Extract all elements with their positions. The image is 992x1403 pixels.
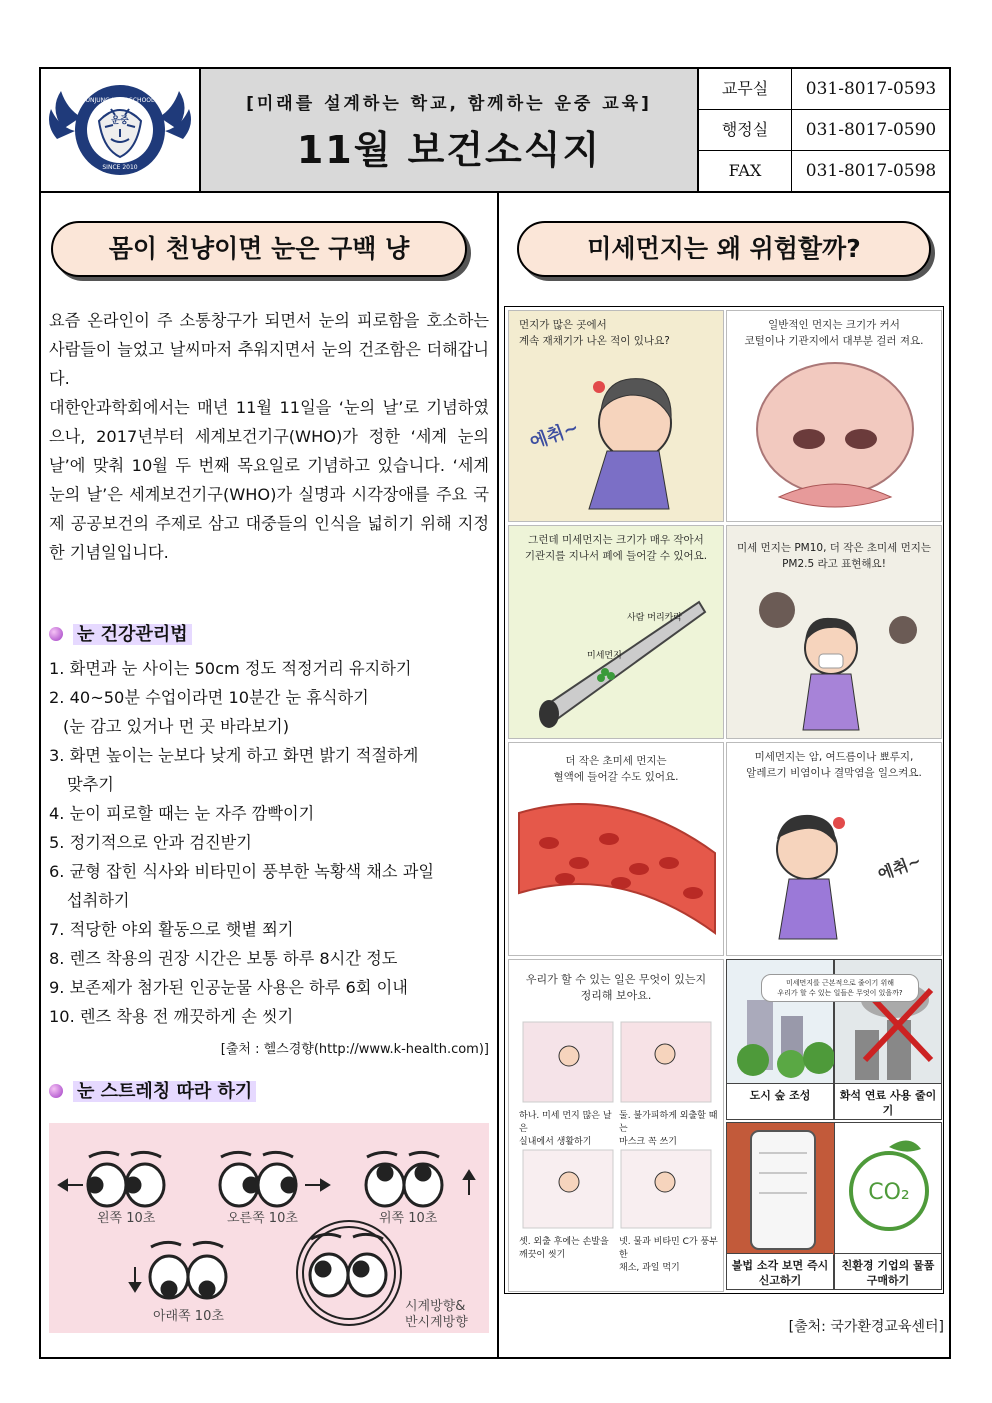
contact-label: FAX: [699, 151, 792, 191]
logo-text: UNJUNG HIGH SCHOOL: [85, 97, 155, 104]
eco-co2-icon: [835, 1123, 943, 1255]
contact-label: 행정실: [699, 110, 792, 150]
list-item-continuation: 섭취하기: [67, 891, 130, 910]
nose-illustration: [727, 311, 942, 522]
list-item: 2. 40~50분 수업이라면 10분간 눈 휴식하기: [49, 688, 369, 707]
stretch-label: 왼쪽 10초: [97, 1211, 156, 1226]
list-item: 5. 정기적으로 안과 검진받기: [49, 833, 252, 852]
masked-girl-illustration: [727, 526, 942, 739]
solution-box: [834, 1122, 942, 1290]
eye-section-heading: 몸이 천냥이면 눈은 구백 냥: [51, 221, 467, 277]
eye-care-heading-text: 눈 건강관리법: [73, 624, 192, 645]
intro-text: [49, 306, 489, 567]
contact-row: [699, 151, 949, 191]
list-item: 6. 균형 잡힌 식사와 비타민이 풍부한 녹황색 채소 과일: [49, 862, 434, 881]
intro-paragraph-2: 대한안과학회에서는 매년 11월 11일을 ‘눈의 날’로 기념하였으나, 2017년부터 세계보건기구(WHO)가 정한 ‘세계 눈의 날’에 맞춰 10월 두 번째 목요일로 기념하고 있습니다. ‘세계 눈의 날’은 세계보건기구(WHO)가 실명과 시각장애를 주요 국제 공공보건의 주제로 삼고 대중들의 인식을 넓히기 위해 지정한 기념일입니다.: [49, 398, 489, 562]
sneeze-text: 에취~: [527, 417, 582, 454]
comic-panel: [726, 525, 942, 739]
list-item: 10. 렌즈 착용 전 깨끗하게 손 씻기: [49, 1007, 294, 1026]
panel-caption: 그런데 미세먼지는 크기가 매우 작아서 기관지를 지나서 폐에 들어갈 수 있어요.: [524, 534, 708, 562]
eye-source: [출처 : 헬스경향(http://www.k-health.com)]: [220, 1042, 489, 1057]
eye-care-heading: [49, 620, 192, 646]
stretch-label: 시계방향&: [405, 1299, 466, 1314]
comic-panel: [508, 525, 724, 739]
panel-caption: 미세 먼지는 PM10, 더 작은 초미세 먼지는 PM2.5 라고 표현해요!: [736, 542, 932, 570]
list-item: 9. 보존제가 첨가된 인공눈물 사용은 하루 6회 이내: [49, 978, 408, 997]
solution-caption: 친환경 기업의 물품 구매하기: [835, 1253, 941, 1289]
eye-stretch-heading: [49, 1077, 256, 1103]
logo-since: SINCE 2010: [102, 164, 138, 171]
solution-caption: 화석 연료 사용 줄이기: [835, 1083, 941, 1119]
blood-vessel-illustration: [509, 743, 724, 956]
comic-panel: [508, 310, 724, 522]
newsletter-frame: [39, 67, 951, 1359]
action-caption: 넷. 물과 비타민 C가 풍부한 채소, 과일 먹기: [619, 1237, 718, 1273]
stretch-label: 위쪽 10초: [379, 1211, 438, 1226]
list-item: 1. 화면과 눈 사이는 50cm 정도 적정거리 유지하기: [49, 659, 412, 678]
solution-caption: 도시 숲 조성: [727, 1083, 833, 1119]
svg-text:CO₂: CO₂: [868, 1180, 910, 1205]
list-item-continuation: (눈 감고 있거나 먼 곳 바라보기): [63, 717, 290, 736]
panel-caption: 먼지가 많은 곳에서 계속 재채기가 나온 적이 있나요?: [519, 319, 670, 347]
report-phone-illustration: [727, 1123, 835, 1255]
action-caption: 하나. 미세 먼지 많은 날은 실내에서 생활하기: [519, 1111, 612, 1147]
header: [41, 69, 949, 193]
sneeze-text: 에취~: [875, 850, 924, 884]
solution-box: [726, 1122, 834, 1290]
logo-korean: 운중: [111, 116, 129, 126]
title-cell: [201, 69, 699, 191]
contact-value: 031-8017-0593: [805, 79, 937, 99]
eye-stretch-illustration: [49, 1123, 489, 1333]
list-item: 7. 적당한 야외 활동으로 햇볕 쬐기: [49, 920, 294, 939]
eye-care-list: [49, 654, 489, 1031]
panel-caption: 일반적인 먼지는 크기가 커서 코털이나 기관지에서 대부분 걸러 져요.: [744, 319, 924, 347]
eye-stretch-heading-text: 눈 스트레칭 따라 하기: [73, 1081, 256, 1102]
contact-row: [699, 110, 949, 151]
panel-caption: 더 작은 초미세 먼지는 혈액에 들어갈 수도 있어요.: [553, 755, 679, 783]
contact-value: 031-8017-0590: [805, 120, 937, 140]
bullet-icon: [49, 627, 63, 641]
list-item: 8. 렌즈 착용의 권장 시간은 보통 하루 8시간 정도: [49, 949, 398, 968]
sneezing-girl-illustration: [509, 311, 724, 522]
contact-value: 031-8017-0598: [805, 161, 937, 181]
question-bubble: 미세먼지를 근본적으로 줄이기 위해 우리가 할 수 있는 일들은 무엇이 있을까?: [761, 974, 919, 1002]
stretch-label: 반시계방향: [405, 1315, 468, 1330]
contact-row: [699, 69, 949, 110]
dust-source: [출처: 국가환경교육센터]: [788, 1319, 944, 1335]
comic-panel: [726, 742, 942, 956]
list-item-continuation: 맞추기: [67, 775, 114, 794]
motto: [미래를 설계하는 학교, 함께하는 운중 교육]: [246, 94, 652, 114]
panel-caption: 우리가 할 수 있는 일은 무엇이 있는지 정리해 보아요.: [525, 973, 707, 1002]
list-item: 4. 눈이 피로할 때는 눈 자주 깜빡이기: [49, 804, 315, 823]
solution-caption: 불법 소각 보면 즉시 신고하기: [727, 1253, 833, 1289]
comic-panel: [508, 742, 724, 956]
logo-cell: [41, 69, 201, 191]
stretch-label: 오른쪽 10초: [227, 1211, 298, 1226]
dust-label: 미세먼지: [587, 651, 622, 661]
intro-paragraph-1: 요즘 온라인이 주 소통창구가 되면서 눈의 피로함을 호소하는 사람들이 늘었고 날씨마저 추워지면서 눈의 건조함은 더해갑니다.: [49, 311, 489, 388]
list-item: 3. 화면 높이는 눈보다 낮게 하고 화면 밝기 적절하게: [49, 746, 419, 765]
airway-illustration: [509, 526, 724, 739]
dust-section-heading: 미세먼지는 왜 위험할까?: [517, 221, 931, 277]
panel-caption: 미세먼지는 암, 여드름이나 뾰루지, 알레르기 비염이나 결막염을 일으켜요.: [746, 751, 922, 779]
stretch-label: 아래쪽 10초: [153, 1309, 224, 1324]
action-caption: 셋. 외출 후에는 손발을 깨끗이 씻기: [519, 1237, 609, 1260]
contact-label: 교무실: [699, 69, 792, 109]
hair-label: 사람 머리카락: [627, 613, 683, 623]
comic-panel: [508, 959, 724, 1292]
bullet-icon: [49, 1084, 63, 1098]
column-divider: [497, 191, 499, 1357]
contact-table: [699, 69, 949, 191]
page-title: 11월 보건소식지: [296, 128, 602, 172]
action-caption: 둘. 불가피하게 외출할 때는 마스크 꼭 쓰기: [619, 1111, 718, 1147]
fine-dust-comic: [504, 306, 944, 1294]
school-logo: [41, 69, 199, 191]
comic-panel: [726, 310, 942, 522]
